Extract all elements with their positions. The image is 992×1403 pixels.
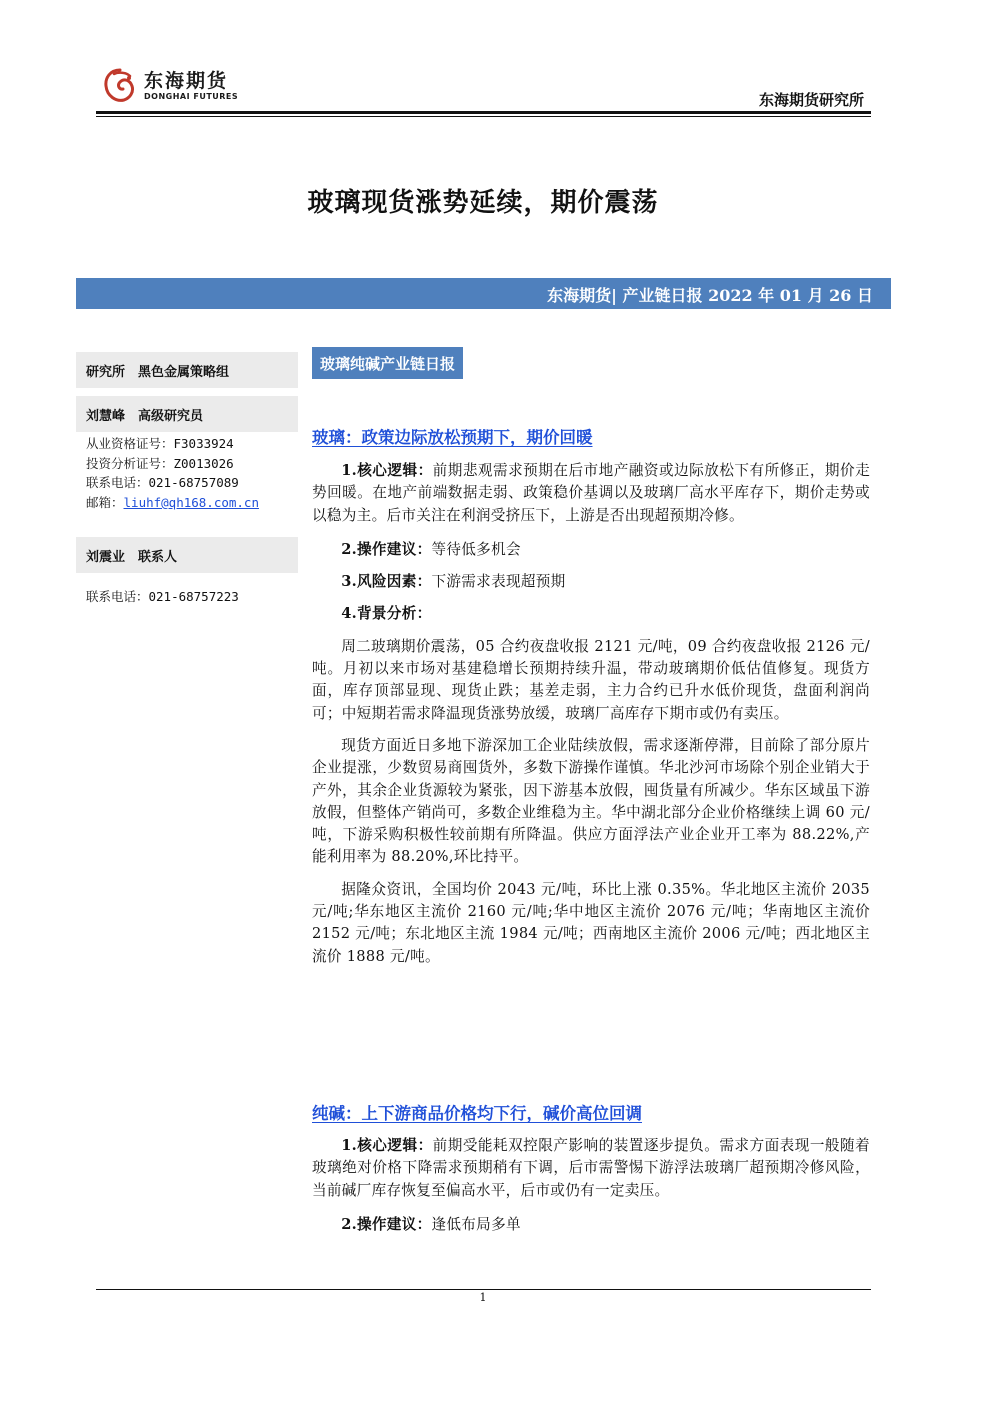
analyst-1-line: 从业资格证号：F3033924 [86,436,234,451]
para-label: 3.风险因素： [341,573,432,591]
header-divider [96,111,871,114]
para-text: 前期悲观需求预期在后市地产融资或边际放松下有所修正，期价走势回暖。在地产前端数据走弱、政策稳价基调以及玻璃厂高水平库存下，期价走势或以稳为主。后市关注在利润受挤压下，上游是否出现超预期冷修。 [312,462,870,524]
glass-background-p2: 现货方面近日多地下游深加工企业陆续放假，需求逐渐停滞，目前除了部分原片企业提涨，少数贸易商囤货外，多数下游操作谨慎。华北沙河市场除个别企业销大于产外，其余企业货源较为紧张，因下游基本放假，囤货量有所减少。华东区域虽下游放假，但整体产销尚可，多数企业维稳为主。华中湖北部分企业价格继续上调 60 元/吨，下游采购积极性较前期有所降温。供应方面浮法产业企业开工率为 88.22%,产能利用率为 88.20%,环比持平。 [312,736,870,866]
analyst-1-line: 投资分析证号：Z0013026 [86,455,234,471]
header-divider-thin [96,116,871,117]
page-number: 1 [479,1291,487,1304]
glass-advice [312,539,870,561]
soda-advice [312,1214,870,1236]
analyst-1-line: 联系电话：021-68757089 [86,475,239,490]
analyst-2-phone: 联系电话：021-68757223 [86,589,239,604]
soda-core-logic [312,1135,870,1202]
para-text: 下游需求表现超预期 [431,573,566,591]
soda-section-title: 纯碱：上下游商品价格均下行，碱价高位回调 [312,1104,642,1123]
glass-body [312,460,870,968]
dragon-logo-icon [100,66,140,106]
para-label: 2.操作建议： [341,540,432,558]
email-link[interactable]: liuhf@qh168.com.cn [123,494,259,510]
soda-body [312,1135,870,1236]
report-banner [76,278,891,309]
para-text: 逢低布局多单 [431,1215,521,1233]
glass-core-logic [312,460,870,527]
analyst-1-name: 刘慧峰 高级研究员 [76,396,298,432]
glass-section-title: 玻璃：政策边际放松预期下，期价回暖 [312,428,593,447]
section-tag: 玻璃纯碱产业链日报 [312,347,463,379]
analyst-1 [76,396,298,512]
analyst-2-name: 刘震业 联系人 [76,537,298,573]
sidebar-dept [76,352,298,388]
company-logo [100,64,238,108]
para-text: 前期受能耗双控限产影响的装置逐步提负。需求方面表现一般随着玻璃绝对价格下降需求预期稍有下调，后市需警惕下游浮法玻璃厂超预期冷修风险，当前碱厂库存恢复至偏高水平，后市或仍有一定卖压。 [312,1137,870,1199]
para-label: 2.操作建议： [341,1215,432,1233]
para-label: 4.背景分析： [341,605,432,623]
para-text: 等待低多机会 [431,540,521,558]
glass-background-label [312,603,870,625]
logo-cn-text: 东海期货 [144,70,229,92]
header-org: 东海期货研究所 [758,91,864,109]
glass-risk [312,571,870,593]
footer-divider [96,1289,871,1290]
dept-label: 研究所 黑色金属策略组 [76,352,298,388]
report-title: 玻璃现货涨势延续，期价震荡 [307,188,659,218]
analyst-1-email-row [76,493,298,513]
logo-en-text: DONGHAI FUTURES [144,92,239,101]
email-label: 邮箱： [86,494,124,510]
banner-text: 东海期货| 产业链日报 2022 年 01 月 26 日 [547,286,873,305]
glass-background-p3: 据隆众资讯，全国均价 2043 元/吨，环比上涨 0.35%。华北地区主流价 2035 元/吨;华东地区主流价 2160 元/吨;华中地区主流价 2076 元/吨；华南地区主流价 2152 元/吨；东北地区主流 1984 元/吨；西南地区主流价 2006 元/吨；西北地区主流价 1888 元/吨。 [312,880,870,965]
para-label: 1.核心逻辑： [341,462,433,479]
glass-background-p1: 周二玻璃期价震荡，05 合约夜盘收报 2121 元/吨，09 合约夜盘收报 2126 元/吨。月初以来市场对基建稳增长预期持续升温，带动玻璃期价低估值修复。现货方面，库存顶部显现、现货止跌；基差走弱，主力合约已升水低价现货，盘面利润尚可；中短期若需求降温现货涨势放缓，玻璃厂高库存下期市或仍有卖压。 [312,637,870,722]
para-label: 1.核心逻辑： [341,1137,433,1154]
analyst-2 [76,537,298,607]
